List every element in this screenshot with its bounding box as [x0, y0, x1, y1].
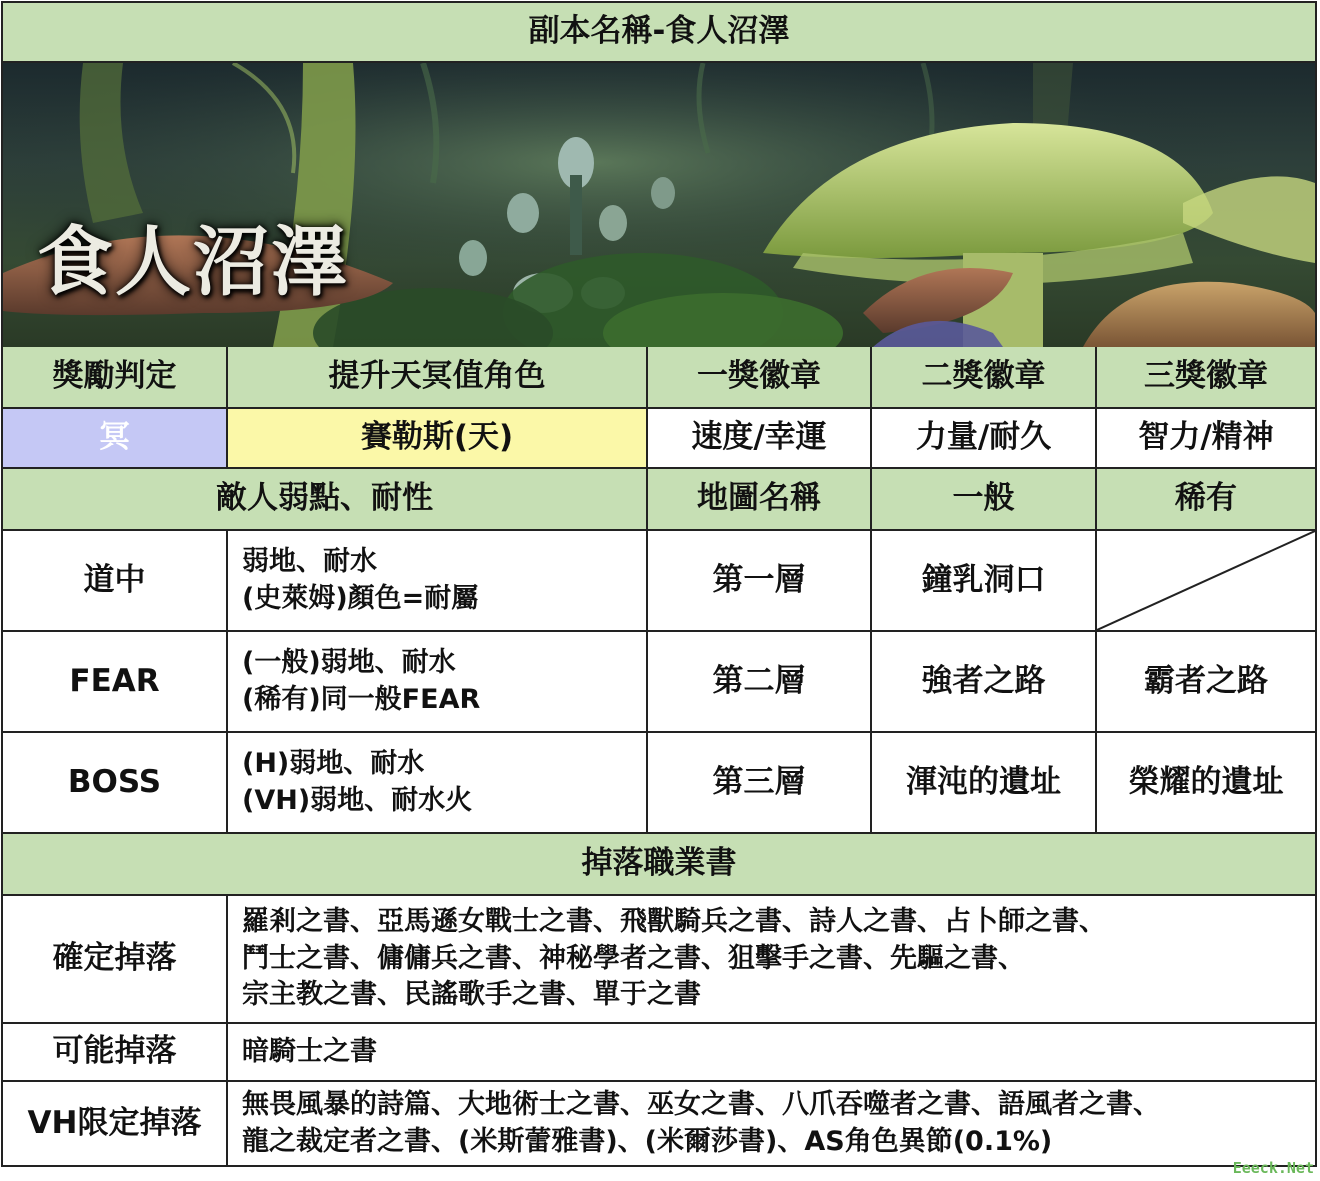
enemy-weakness [228, 733, 648, 834]
site-watermark: Eeeck.Net [1232, 1159, 1314, 1177]
rare-map: 榮耀的遺址 [1097, 733, 1315, 834]
enemy-weakness [228, 531, 648, 632]
book-line: 羅剎之書、亞馬遜女戰士之書、飛獸騎兵之書、詩人之書、占卜師之書、 [242, 906, 1106, 938]
floor-name: 第三層 [648, 733, 872, 834]
floor-name: 第二層 [648, 632, 872, 733]
enemy-type: 道中 [3, 531, 228, 632]
drop-label: 確定掉落 [3, 896, 228, 1024]
weakness-line: (H)弱地、耐水 [242, 748, 425, 780]
rare-map: 霸者之路 [1097, 632, 1315, 733]
enemy-type: BOSS [3, 733, 228, 834]
weakness-line: (一般)弱地、耐水 [242, 647, 456, 679]
drop-books [228, 1024, 1315, 1082]
drop-books [228, 1082, 1315, 1165]
drop-books [228, 896, 1315, 1024]
drops-title: 掉落職業書 [3, 834, 1315, 896]
badge1-header: 一獎徽章 [648, 347, 872, 409]
rare-header: 稀有 [1097, 469, 1315, 531]
book-line: 無畏風暴的詩篇、大地術士之書、巫女之書、八爪吞噬者之書、語風者之書、 [242, 1089, 1160, 1121]
dungeon-info-table [1, 1, 1317, 1167]
weakness-line: (VH)弱地、耐水火 [242, 784, 473, 816]
normal-map: 強者之路 [872, 632, 1097, 733]
enemy-weakness [228, 632, 648, 733]
map-name-header: 地圖名稱 [648, 469, 872, 531]
badge1-value: 速度/幸運 [648, 409, 872, 469]
badge2-value: 力量/耐久 [872, 409, 1097, 469]
reward-judge-header: 獎勵判定 [3, 347, 228, 409]
raise-char-value: 賽勒斯(天) [228, 409, 648, 469]
normal-map: 鐘乳洞口 [872, 531, 1097, 632]
page-title: 副本名稱-食人沼澤 [3, 3, 1315, 63]
badge3-header: 三獎徽章 [1097, 347, 1315, 409]
weakness-line: (史萊姆)顏色=耐屬 [242, 582, 479, 614]
book-line: 宗主教之書、民謠歌手之書、單于之書 [242, 979, 701, 1011]
badge3-value: 智力/精神 [1097, 409, 1315, 469]
enemy-weakness-header: 敵人弱點、耐性 [3, 469, 648, 531]
weakness-line: 弱地、耐水 [242, 546, 377, 578]
raise-char-header: 提升天冥值角色 [228, 347, 648, 409]
banner-title: 食人沼澤 [37, 217, 349, 306]
diagonal-slash [1097, 531, 1315, 630]
drop-label: VH限定掉落 [3, 1082, 228, 1165]
book-line: 龍之裁定者之書、(米斯蕾雅書)、(米爾莎書)、AS角色異節(0.1%) [242, 1125, 1053, 1157]
normal-map: 渾沌的遺址 [872, 733, 1097, 834]
weakness-line: (稀有)同一般FEAR [242, 683, 481, 715]
drop-label: 可能掉落 [3, 1024, 228, 1082]
dungeon-banner-image [3, 63, 1315, 349]
book-line: 暗騎士之書 [242, 1035, 377, 1067]
reward-judge-value: 冥 [3, 409, 228, 469]
floor-name: 第一層 [648, 531, 872, 632]
enemy-type: FEAR [3, 632, 228, 733]
book-line: 鬥士之書、傭傭兵之書、神秘學者之書、狙擊手之書、先驅之書、 [242, 942, 1025, 974]
normal-header: 一般 [872, 469, 1097, 531]
badge2-header: 二獎徽章 [872, 347, 1097, 409]
